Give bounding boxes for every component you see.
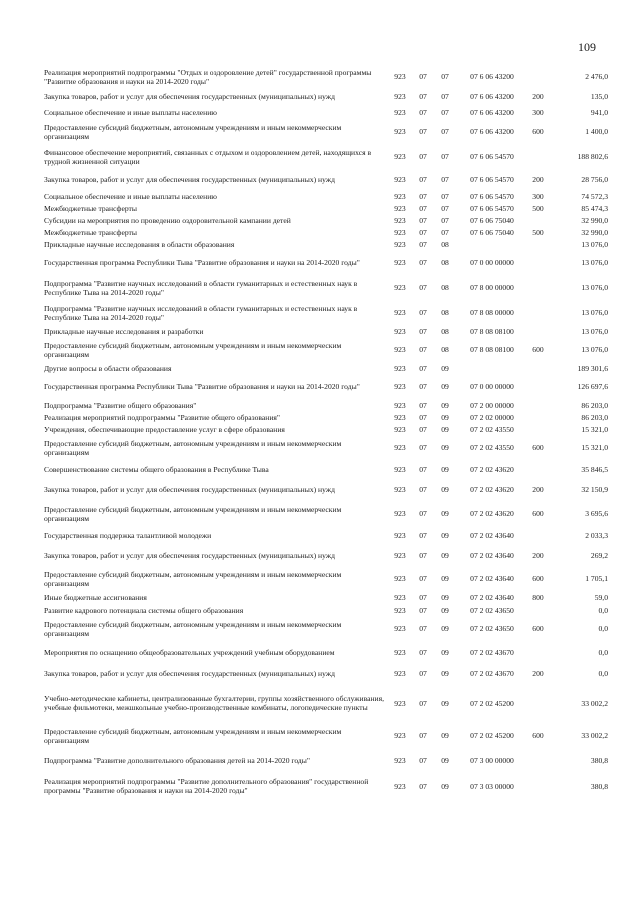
row-vr-code: 800 <box>532 593 544 602</box>
row-rz-code: 07 <box>419 647 427 657</box>
row-pr-code: 09 <box>441 593 449 602</box>
row-csr-code: 07 3 00 00000 <box>470 755 514 765</box>
row-sum: 0,0 <box>598 624 608 633</box>
table-row <box>44 66 608 87</box>
row-gr-code: 923 <box>394 258 406 267</box>
table-row <box>44 526 608 544</box>
row-sum: 188 802,6 <box>577 152 608 161</box>
row-csr-code: 07 2 02 43620 <box>470 464 514 474</box>
row-rz-code: 07 <box>419 574 427 583</box>
row-gr-code: 923 <box>394 345 406 354</box>
row-gr-code: 923 <box>394 424 406 434</box>
row-name: Предоставление субсидий бюджетным, автономным учреждениям и иным некоммерческим организациям <box>44 504 342 523</box>
row-pr-code: 08 <box>441 308 449 317</box>
row-vr-code <box>528 411 548 423</box>
row-vr-code <box>528 641 548 663</box>
row-csr-code: 07 2 02 43650 <box>470 605 514 615</box>
row-gr-code: 923 <box>394 283 406 292</box>
row-vr-code: 600 <box>532 624 544 633</box>
row-name: Предоставление субсидий бюджетным, автономным учреждениям и иным некоммерческим организациям <box>44 122 342 141</box>
row-vr-code: 200 <box>532 175 544 184</box>
row-csr-code: 07 2 02 43640 <box>470 550 514 560</box>
row-rz-code: 07 <box>419 464 427 474</box>
row-sum: 35 846,5 <box>581 464 608 474</box>
row-name: Государственная программа Республики Тыва "Развитие образования и науки на 2014-2020 годы" <box>44 382 360 391</box>
row-gr-code: 923 <box>394 698 406 708</box>
table-row <box>44 325 608 337</box>
row-pr-code: 09 <box>441 574 449 583</box>
row-vr-code <box>528 526 548 544</box>
table-row <box>44 275 608 300</box>
row-vr-code: 200 <box>532 550 544 560</box>
row-vr-code <box>528 374 548 399</box>
row-gr-code: 923 <box>394 605 406 615</box>
row-name: Социальное обеспечение и иные выплаты населению <box>44 108 217 117</box>
row-rz-code: 07 <box>419 550 427 560</box>
row-gr-code: 923 <box>394 239 406 249</box>
row-pr-code: 09 <box>441 605 449 615</box>
row-csr-code: 07 2 02 45200 <box>470 698 514 708</box>
row-csr-code: 07 6 06 54570 <box>470 203 514 213</box>
row-sum: 126 697,6 <box>577 382 608 391</box>
row-pr-code: 09 <box>441 755 449 765</box>
row-csr-code: 07 2 02 43670 <box>470 647 514 657</box>
table-row <box>44 202 608 214</box>
row-vr-code: 200 <box>532 485 544 494</box>
row-csr-code: 07 2 02 43620 <box>470 509 514 518</box>
row-sum: 1 705,1 <box>585 574 608 583</box>
row-rz-code: 07 <box>419 239 427 249</box>
row-rz-code: 07 <box>419 283 427 292</box>
table-row <box>44 190 608 202</box>
row-sum: 269,2 <box>590 550 608 560</box>
row-csr-code: 07 0 00 00000 <box>470 382 514 391</box>
row-vr-code: 500 <box>532 203 544 213</box>
row-gr-code: 923 <box>394 400 406 410</box>
table-row <box>44 771 608 801</box>
row-pr-code: 08 <box>441 345 449 354</box>
row-rz-code: 07 <box>419 781 427 791</box>
table-row <box>44 663 608 684</box>
row-name: Предоставление субсидий бюджетным, автономным учреждениям и иным некоммерческим организациям <box>44 619 342 638</box>
row-sum: 86 203,0 <box>581 400 608 410</box>
row-name: Предоставление субсидий бюджетным, автономным учреждениям и иным некоммерческим организациям <box>44 726 342 745</box>
row-pr-code: 09 <box>441 424 449 434</box>
row-name: Предоставление субсидий бюджетным, автономным учреждениям и иным некоммерческим организациям <box>44 340 342 359</box>
row-name: Учебно-методические кабинеты, централизованные бухгалтерии, группы хозяйственного обслуживания, учебные фильмотеки, межшкольные учебно-производственные комбинаты, логопедические пункты <box>44 694 384 712</box>
row-csr-code: 07 2 02 43640 <box>470 574 514 583</box>
row-sum: 2 033,3 <box>585 530 608 540</box>
row-csr-code: 07 6 06 75040 <box>470 227 514 237</box>
row-name: Подпрограмма "Развитие научных исследований в области гуманитарных и естественных наук в Республике Тыва на 2014-2020 годы" <box>44 278 358 297</box>
table-row <box>44 250 608 275</box>
row-sum: 2 476,0 <box>585 72 608 81</box>
row-csr-code: 07 0 00 00000 <box>470 258 514 267</box>
row-csr-code <box>456 362 528 374</box>
row-rz-code: 07 <box>419 731 427 740</box>
row-pr-code: 07 <box>441 92 449 101</box>
row-rz-code: 07 <box>419 108 427 117</box>
row-name: Межбюджетные трансферты <box>44 227 137 237</box>
row-name: Мероприятия по оснащению общеобразовательных учреждений учебным оборудованием <box>44 647 335 657</box>
row-pr-code: 07 <box>441 191 449 201</box>
row-gr-code: 923 <box>394 509 406 518</box>
row-pr-code: 09 <box>441 464 449 474</box>
row-name: Реализация мероприятий подпрограммы "Отдых и оздоровление детей" государственной программы "Развитие образования и науки на 2014-2020 годы" <box>44 67 372 86</box>
row-csr-code: 07 6 06 54570 <box>470 175 514 184</box>
row-gr-code: 923 <box>394 203 406 213</box>
row-sum: 0,0 <box>598 605 608 615</box>
row-pr-code: 07 <box>441 227 449 237</box>
row-gr-code: 923 <box>394 624 406 633</box>
table-row <box>44 87 608 106</box>
row-pr-code: 07 <box>441 127 449 136</box>
row-csr-code: 07 2 02 43670 <box>470 669 514 678</box>
row-vr-code <box>528 399 548 411</box>
row-gr-code: 923 <box>394 308 406 317</box>
row-gr-code: 923 <box>394 326 406 336</box>
row-vr-code: 600 <box>532 443 544 452</box>
table-row <box>44 544 608 566</box>
row-name: Субсидии на мероприятия по проведению оздоровительной кампании детей <box>44 215 291 225</box>
table-row <box>44 214 608 226</box>
row-gr-code: 923 <box>394 175 406 184</box>
row-vr-code <box>528 749 548 771</box>
row-sum: 32 150,9 <box>581 485 608 494</box>
table-row <box>44 641 608 663</box>
row-sum: 85 474,3 <box>581 203 608 213</box>
row-gr-code: 923 <box>394 108 406 117</box>
table-row <box>44 119 608 144</box>
row-vr-code: 600 <box>532 574 544 583</box>
row-vr-code <box>528 66 548 87</box>
row-csr-code: 07 2 02 43550 <box>470 424 514 434</box>
row-csr-code: 07 2 02 43620 <box>470 485 514 494</box>
table-row <box>44 169 608 190</box>
row-rz-code: 07 <box>419 530 427 540</box>
row-sum: 33 002,2 <box>581 698 608 708</box>
row-gr-code: 923 <box>394 412 406 422</box>
row-rz-code: 07 <box>419 326 427 336</box>
row-name: Предоставление субсидий бюджетным, автономным учреждениям и иным некоммерческим организациям <box>44 438 342 457</box>
row-sum: 13 076,0 <box>581 283 608 292</box>
row-csr-code: 07 8 00 00000 <box>470 283 514 292</box>
row-vr-code <box>528 362 548 374</box>
row-sum: 13 076,0 <box>581 308 608 317</box>
row-gr-code: 923 <box>394 127 406 136</box>
row-rz-code: 07 <box>419 424 427 434</box>
row-vr-code <box>528 250 548 275</box>
row-sum: 33 002,2 <box>581 731 608 740</box>
row-csr-code: 07 2 02 43640 <box>470 593 514 602</box>
row-vr-code: 300 <box>532 108 544 117</box>
row-vr-code <box>528 275 548 300</box>
table-row <box>44 616 608 641</box>
row-name: Учреждения, обеспечивающие предоставление услуг в сфере образования <box>44 424 285 434</box>
row-sum: 135,0 <box>590 92 608 101</box>
row-csr-code: 07 6 06 54570 <box>470 191 514 201</box>
row-csr-code <box>456 238 528 250</box>
row-name: Подпрограмма "Развитие общего образования" <box>44 400 197 410</box>
row-name: Развитие кадрового потенциала системы общего образования <box>44 605 244 615</box>
table-row <box>44 566 608 591</box>
row-rz-code: 07 <box>419 227 427 237</box>
row-rz-code: 07 <box>419 485 427 494</box>
row-pr-code: 08 <box>441 283 449 292</box>
row-rz-code: 07 <box>419 308 427 317</box>
row-pr-code: 09 <box>441 550 449 560</box>
row-csr-code: 07 2 02 43640 <box>470 530 514 540</box>
row-rz-code: 07 <box>419 698 427 708</box>
row-pr-code: 07 <box>441 203 449 213</box>
row-vr-code: 600 <box>532 731 544 740</box>
budget-table <box>44 66 608 801</box>
row-csr-code: 07 6 06 43200 <box>470 108 514 117</box>
row-csr-code: 07 6 06 43200 <box>470 127 514 136</box>
table-row <box>44 749 608 771</box>
row-vr-code <box>528 214 548 226</box>
row-gr-code: 923 <box>394 72 406 81</box>
row-rz-code: 07 <box>419 203 427 213</box>
row-sum: 32 990,0 <box>581 215 608 225</box>
row-pr-code: 09 <box>441 443 449 452</box>
row-vr-code: 200 <box>532 669 544 678</box>
row-gr-code: 923 <box>394 781 406 791</box>
table-row <box>44 423 608 435</box>
row-pr-code: 09 <box>441 363 449 373</box>
row-gr-code: 923 <box>394 215 406 225</box>
row-rz-code: 07 <box>419 92 427 101</box>
row-sum: 13 076,0 <box>581 326 608 336</box>
row-pr-code: 09 <box>441 412 449 422</box>
row-pr-code: 09 <box>441 669 449 678</box>
row-vr-code: 600 <box>532 509 544 518</box>
row-sum: 941,0 <box>590 108 608 117</box>
row-pr-code: 07 <box>441 72 449 81</box>
row-gr-code: 923 <box>394 530 406 540</box>
row-csr-code: 07 8 08 08100 <box>470 345 514 354</box>
row-vr-code: 300 <box>532 191 544 201</box>
row-rz-code: 07 <box>419 191 427 201</box>
table-row <box>44 501 608 526</box>
row-sum: 189 301,6 <box>577 363 608 373</box>
row-csr-code: 07 2 02 45200 <box>470 731 514 740</box>
row-pr-code: 07 <box>441 175 449 184</box>
row-gr-code: 923 <box>394 464 406 474</box>
row-sum: 86 203,0 <box>581 412 608 422</box>
row-sum: 59,0 <box>594 593 608 602</box>
row-name: Социальное обеспечение и иные выплаты населению <box>44 191 217 201</box>
row-sum: 380,8 <box>590 781 608 791</box>
row-sum: 3 695,6 <box>585 509 608 518</box>
row-name: Закупка товаров, работ и услуг для обеспечения государственных (муниципальных) нужд <box>44 485 335 494</box>
row-rz-code: 07 <box>419 382 427 391</box>
table-row <box>44 399 608 411</box>
row-rz-code: 07 <box>419 443 427 452</box>
row-pr-code: 08 <box>441 326 449 336</box>
row-sum: 380,8 <box>590 755 608 765</box>
row-vr-code: 500 <box>532 227 544 237</box>
table-row <box>44 722 608 749</box>
row-rz-code: 07 <box>419 400 427 410</box>
row-rz-code: 07 <box>419 363 427 373</box>
row-gr-code: 923 <box>394 152 406 161</box>
row-pr-code: 09 <box>441 485 449 494</box>
table-row <box>44 238 608 250</box>
row-rz-code: 07 <box>419 624 427 633</box>
table-row <box>44 300 608 325</box>
row-rz-code: 07 <box>419 669 427 678</box>
row-gr-code: 923 <box>394 191 406 201</box>
row-sum: 74 572,3 <box>581 191 608 201</box>
table-row <box>44 411 608 423</box>
row-pr-code: 09 <box>441 509 449 518</box>
row-csr-code: 07 2 02 43550 <box>470 443 514 452</box>
row-pr-code: 09 <box>441 624 449 633</box>
row-vr-code <box>528 604 548 616</box>
row-csr-code: 07 8 08 08100 <box>470 326 514 336</box>
row-pr-code: 07 <box>441 215 449 225</box>
row-gr-code: 923 <box>394 92 406 101</box>
row-pr-code: 09 <box>441 400 449 410</box>
row-name: Иные бюджетные ассигнования <box>44 593 147 602</box>
row-sum: 28 756,0 <box>581 175 608 184</box>
row-sum: 13 076,0 <box>581 239 608 249</box>
row-gr-code: 923 <box>394 363 406 373</box>
row-name: Совершенствование системы общего образования в Республике Тыва <box>44 464 269 474</box>
row-rz-code: 07 <box>419 152 427 161</box>
row-name: Закупка товаров, работ и услуг для обеспечения государственных (муниципальных) нужд <box>44 669 335 678</box>
row-gr-code: 923 <box>394 485 406 494</box>
row-name: Закупка товаров, работ и услуг для обеспечения государственных (муниципальных) нужд <box>44 550 335 560</box>
row-csr-code: 07 3 03 00000 <box>470 781 514 791</box>
row-name: Другие вопросы в области образования <box>44 363 172 373</box>
row-sum: 15 321,0 <box>581 424 608 434</box>
table-row <box>44 591 608 604</box>
row-name: Закупка товаров, работ и услуг для обеспечения государственных (муниципальных) нужд <box>44 92 335 101</box>
row-sum: 13 076,0 <box>581 258 608 267</box>
row-gr-code: 923 <box>394 443 406 452</box>
row-vr-code <box>528 300 548 325</box>
row-rz-code: 07 <box>419 345 427 354</box>
row-pr-code: 07 <box>441 108 449 117</box>
row-sum: 15 321,0 <box>581 443 608 452</box>
row-csr-code: 07 6 06 54570 <box>470 152 514 161</box>
row-vr-code <box>528 325 548 337</box>
row-pr-code: 07 <box>441 152 449 161</box>
row-pr-code: 09 <box>441 781 449 791</box>
row-name: Подпрограмма "Развитие дополнительного образования детей на 2014-2020 годы" <box>44 755 310 765</box>
row-vr-code: 600 <box>532 127 544 136</box>
row-vr-code <box>528 238 548 250</box>
row-gr-code: 923 <box>394 647 406 657</box>
row-vr-code <box>528 771 548 801</box>
row-pr-code: 09 <box>441 647 449 657</box>
row-vr-code <box>528 144 548 169</box>
table-row <box>44 337 608 362</box>
row-gr-code: 923 <box>394 227 406 237</box>
row-csr-code: 07 6 06 43200 <box>470 92 514 101</box>
row-sum: 1 400,0 <box>585 127 608 136</box>
row-name: Реализация мероприятий подпрограммы "Развитие дополнительного образования" государственной программы "Развитие образования и науки на 2014-2020 годы" <box>44 777 369 795</box>
row-gr-code: 923 <box>394 593 406 602</box>
row-rz-code: 07 <box>419 72 427 81</box>
row-rz-code: 07 <box>419 755 427 765</box>
row-name: Реализация мероприятий подпрограммы "Развитие общего образования" <box>44 412 281 422</box>
row-csr-code: 07 8 08 00000 <box>470 308 514 317</box>
row-pr-code: 09 <box>441 731 449 740</box>
row-csr-code: 07 2 02 43650 <box>470 624 514 633</box>
row-gr-code: 923 <box>394 755 406 765</box>
table-row <box>44 435 608 460</box>
row-csr-code: 07 2 00 00000 <box>470 400 514 410</box>
row-vr-code: 600 <box>532 345 544 354</box>
row-vr-code: 200 <box>532 92 544 101</box>
page-number: 109 <box>578 40 596 54</box>
table-row <box>44 684 608 722</box>
row-name: Прикладные научные исследования и разработки <box>44 326 204 336</box>
row-name: Прикладные научные исследования в области образования <box>44 239 235 249</box>
row-name: Закупка товаров, работ и услуг для обеспечения государственных (муниципальных) нужд <box>44 175 335 184</box>
row-pr-code: 08 <box>441 239 449 249</box>
row-sum: 0,0 <box>598 669 608 678</box>
row-vr-code <box>528 684 548 722</box>
table-row <box>44 226 608 238</box>
row-sum: 13 076,0 <box>581 345 608 354</box>
row-pr-code: 08 <box>441 258 449 267</box>
row-csr-code: 07 2 02 00000 <box>470 412 514 422</box>
row-gr-code: 923 <box>394 669 406 678</box>
row-csr-code: 07 6 06 43200 <box>470 72 514 81</box>
row-name: Предоставление субсидий бюджетным, автономным учреждениям и иным некоммерческим организациям <box>44 569 342 588</box>
table-row <box>44 106 608 119</box>
table-row <box>44 604 608 616</box>
row-sum: 0,0 <box>598 647 608 657</box>
row-rz-code: 07 <box>419 258 427 267</box>
row-rz-code: 07 <box>419 593 427 602</box>
table-row <box>44 374 608 399</box>
row-rz-code: 07 <box>419 509 427 518</box>
table-row <box>44 478 608 501</box>
row-name: Подпрограмма "Развитие научных исследований в области гуманитарных и естественных наук в Республике Тыва на 2014-2020 годы" <box>44 303 358 322</box>
row-name: Государственная поддержка талантливой молодежи <box>44 530 212 540</box>
table-row <box>44 144 608 169</box>
row-pr-code: 09 <box>441 698 449 708</box>
table-row <box>44 362 608 374</box>
row-gr-code: 923 <box>394 731 406 740</box>
row-name: Государственная программа Республики Тыва "Развитие образования и науки на 2014-2020 годы" <box>44 258 360 267</box>
row-name: Межбюджетные трансферты <box>44 203 137 213</box>
table-row <box>44 460 608 478</box>
row-name: Финансовое обеспечение мероприятий, связанных с отдыхом и оздоровлением детей, находящихся в трудной жизненной ситуации <box>44 147 372 166</box>
row-gr-code: 923 <box>394 550 406 560</box>
row-rz-code: 07 <box>419 127 427 136</box>
row-csr-code: 07 6 06 75040 <box>470 215 514 225</box>
row-pr-code: 09 <box>441 382 449 391</box>
row-sum: 32 990,0 <box>581 227 608 237</box>
row-gr-code: 923 <box>394 574 406 583</box>
row-pr-code: 09 <box>441 530 449 540</box>
row-gr-code: 923 <box>394 382 406 391</box>
row-rz-code: 07 <box>419 215 427 225</box>
row-rz-code: 07 <box>419 412 427 422</box>
row-rz-code: 07 <box>419 175 427 184</box>
row-vr-code <box>528 460 548 478</box>
row-rz-code: 07 <box>419 605 427 615</box>
row-vr-code <box>528 423 548 435</box>
